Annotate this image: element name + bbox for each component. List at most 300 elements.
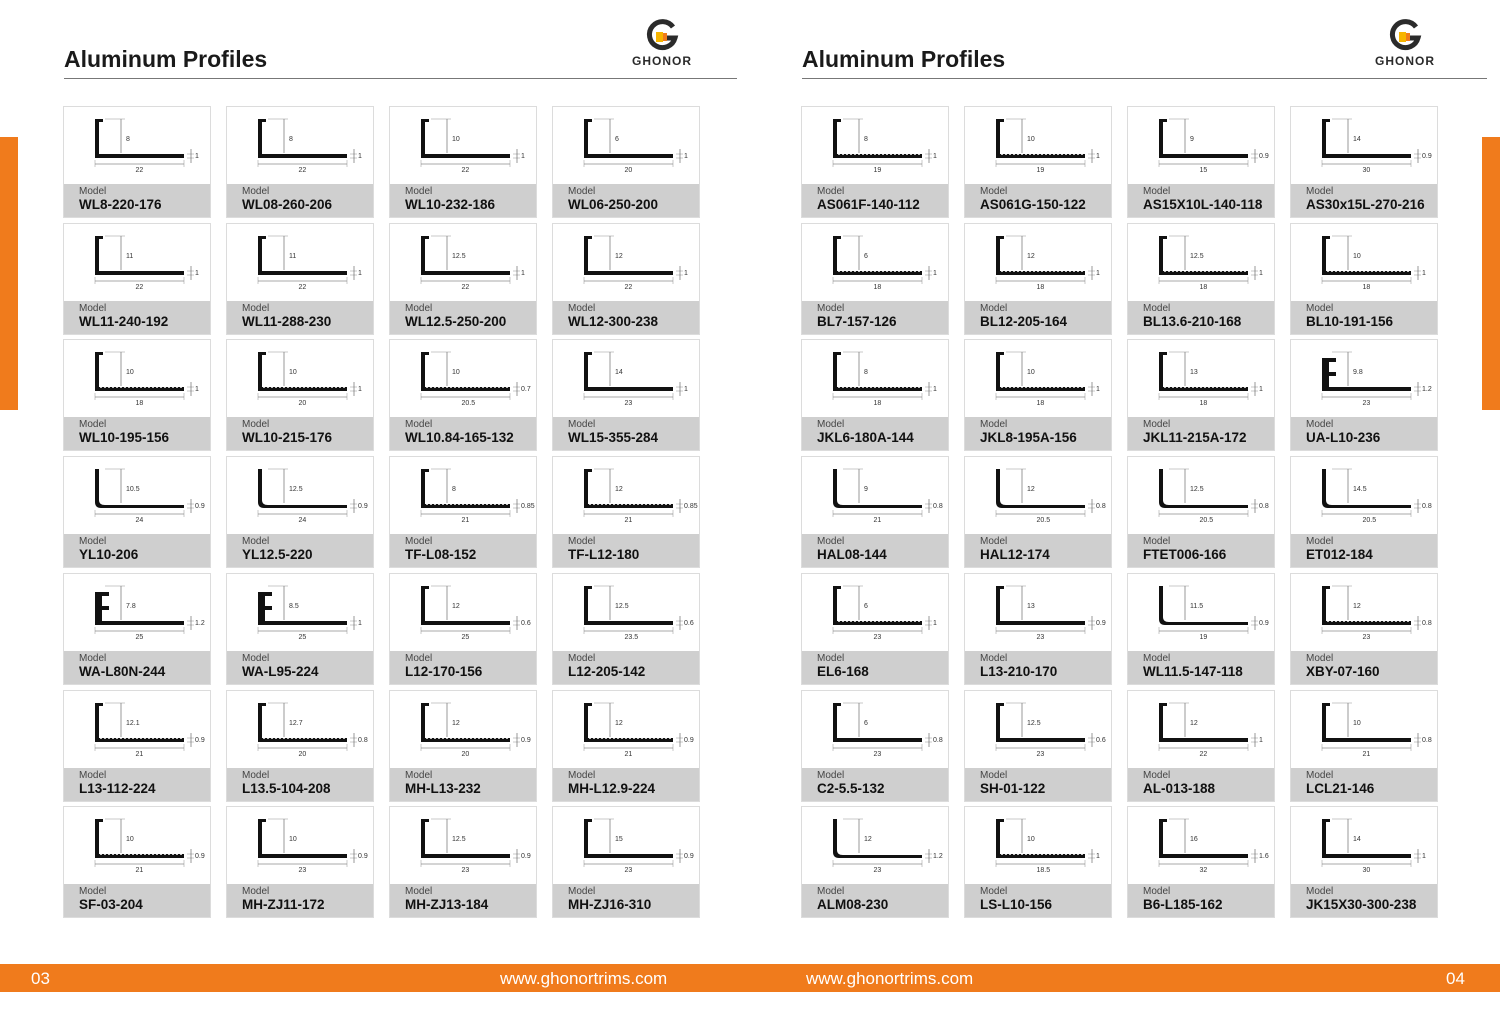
width-dimension: 18 xyxy=(1199,400,1208,408)
width-dimension: 22 xyxy=(298,167,307,174)
height-dimension: 11 xyxy=(126,252,134,260)
height-dimension: 10 xyxy=(126,369,134,377)
model-caption: Model xyxy=(1306,419,1334,431)
width-dimension: 21 xyxy=(461,517,470,525)
model-caption: Model xyxy=(405,769,433,781)
height-dimension: 6 xyxy=(864,719,868,727)
thickness-dimension: 0.9 xyxy=(358,853,368,861)
width-dimension: 22 xyxy=(461,167,470,174)
profile-drawing xyxy=(390,807,538,886)
model-caption: Model xyxy=(568,652,596,664)
model-caption: Model xyxy=(79,419,107,431)
thickness-dimension: 1.2 xyxy=(195,619,205,627)
profile-card xyxy=(801,690,949,802)
width-dimension: 18.5 xyxy=(1036,867,1051,875)
model-name: MH-L13-232 xyxy=(405,780,481,796)
width-dimension: 18 xyxy=(1036,400,1045,408)
width-dimension: 21 xyxy=(135,867,144,875)
model-name: WL15-355-284 xyxy=(568,430,659,446)
profile-drawing xyxy=(553,691,701,770)
height-dimension: 9 xyxy=(864,486,868,494)
model-caption: Model xyxy=(242,419,270,431)
model-caption: Model xyxy=(1143,536,1171,548)
page-right xyxy=(750,0,1500,1025)
model-label-band xyxy=(1128,884,1274,917)
height-dimension: 8 xyxy=(289,136,293,143)
model-caption: Model xyxy=(980,769,1008,781)
thickness-dimension: 0.9 xyxy=(684,853,694,861)
height-dimension: 10 xyxy=(1027,369,1035,377)
height-dimension: 12.1 xyxy=(126,719,140,727)
thickness-dimension: 1 xyxy=(195,153,199,160)
profile-card xyxy=(1127,223,1275,335)
model-caption: Model xyxy=(1143,186,1171,197)
profile-card xyxy=(1127,690,1275,802)
thickness-dimension: 0.9 xyxy=(1259,153,1269,160)
model-label-band xyxy=(1291,417,1437,450)
model-label-band xyxy=(965,184,1111,217)
profile-card xyxy=(1127,339,1275,451)
model-label-band xyxy=(553,417,699,450)
model-label-band xyxy=(227,884,373,917)
profile-card xyxy=(552,690,700,802)
thickness-dimension: 0.85 xyxy=(521,503,535,511)
height-dimension: 6 xyxy=(615,136,619,143)
model-name: LCL21-146 xyxy=(1306,780,1375,796)
width-dimension: 18 xyxy=(1199,283,1208,291)
height-dimension: 15 xyxy=(615,836,623,844)
model-name: TF-L08-152 xyxy=(405,547,477,563)
profile-card xyxy=(1127,806,1275,918)
model-name: MH-L12.9-224 xyxy=(568,780,656,796)
profile-drawing xyxy=(227,224,375,303)
profile-card xyxy=(1290,690,1438,802)
thickness-dimension: 1 xyxy=(1422,269,1426,277)
height-dimension: 12 xyxy=(452,719,460,727)
model-name: LS-L10-156 xyxy=(980,897,1053,913)
width-dimension: 21 xyxy=(1362,750,1371,758)
logo-text: GHONOR xyxy=(1375,54,1435,68)
thickness-dimension: 0.9 xyxy=(195,736,205,744)
logo-text: GHONOR xyxy=(632,54,692,68)
model-name: YL12.5-220 xyxy=(242,547,313,563)
model-caption: Model xyxy=(242,769,270,781)
thickness-dimension: 1 xyxy=(1096,269,1100,277)
width-dimension: 23 xyxy=(873,867,882,875)
model-label-band xyxy=(965,768,1111,801)
height-dimension: 10 xyxy=(1027,136,1035,143)
height-dimension: 12.5 xyxy=(1190,252,1204,260)
profile-card xyxy=(63,573,211,685)
height-dimension: 14 xyxy=(615,369,623,377)
profile-card xyxy=(389,456,537,568)
thickness-dimension: 1 xyxy=(1259,736,1263,744)
profile-card xyxy=(964,456,1112,568)
model-name: FTET006-166 xyxy=(1143,547,1227,563)
profile-card xyxy=(1290,806,1438,918)
model-label-band xyxy=(1128,651,1274,684)
width-dimension: 23 xyxy=(873,750,882,758)
model-caption: Model xyxy=(405,886,433,898)
profile-card xyxy=(964,573,1112,685)
width-dimension: 24 xyxy=(298,517,307,525)
model-caption: Model xyxy=(1306,652,1334,664)
thickness-dimension: 1 xyxy=(195,269,199,277)
height-dimension: 14 xyxy=(1353,836,1361,844)
thickness-dimension: 0.85 xyxy=(684,503,698,511)
width-dimension: 20 xyxy=(298,750,307,758)
height-dimension: 10 xyxy=(289,369,297,377)
model-caption: Model xyxy=(817,886,845,898)
model-name: MH-ZJ11-172 xyxy=(242,897,325,913)
profile-card xyxy=(226,106,374,218)
model-label-band xyxy=(802,534,948,567)
profile-drawing xyxy=(1128,807,1276,886)
thickness-dimension: 1 xyxy=(358,153,362,160)
profile-card xyxy=(552,223,700,335)
model-name: WL10-195-156 xyxy=(79,430,170,446)
thickness-dimension: 1 xyxy=(684,269,688,277)
model-name: MH-ZJ13-184 xyxy=(405,897,489,913)
model-label-band xyxy=(390,534,536,567)
profile-drawing xyxy=(802,107,950,186)
page-number-right: 04 xyxy=(1446,969,1465,988)
model-label-band xyxy=(390,301,536,334)
thickness-dimension: 1 xyxy=(684,386,688,394)
model-name: WL10-232-186 xyxy=(405,197,496,212)
model-caption: Model xyxy=(1306,886,1334,898)
model-name: AS15X10L-140-118 xyxy=(1143,197,1263,212)
height-dimension: 13 xyxy=(1190,369,1198,377)
model-name: EL6-168 xyxy=(817,663,869,679)
model-label-band xyxy=(553,184,699,217)
model-label-band xyxy=(965,884,1111,917)
height-dimension: 10 xyxy=(1353,719,1361,727)
model-label-band xyxy=(553,768,699,801)
model-caption: Model xyxy=(1143,302,1171,314)
height-dimension: 6 xyxy=(864,602,868,610)
model-label-band xyxy=(1291,768,1437,801)
model-caption: Model xyxy=(79,186,107,197)
thickness-dimension: 1 xyxy=(1259,269,1263,277)
height-dimension: 13 xyxy=(1027,602,1035,610)
model-caption: Model xyxy=(79,536,107,548)
thickness-dimension: 0.6 xyxy=(521,619,531,627)
width-dimension: 20 xyxy=(461,750,470,758)
height-dimension: 16 xyxy=(1190,836,1198,844)
thickness-dimension: 0.8 xyxy=(1422,736,1432,744)
model-name: YL10-206 xyxy=(79,547,139,563)
profile-card xyxy=(801,223,949,335)
ghonor-logo xyxy=(1365,18,1445,68)
thickness-dimension: 0.6 xyxy=(684,619,694,627)
profile-card xyxy=(1290,339,1438,451)
model-caption: Model xyxy=(242,536,270,548)
width-dimension: 18 xyxy=(1362,283,1371,291)
width-dimension: 22 xyxy=(624,283,633,291)
height-dimension: 12.5 xyxy=(452,252,466,260)
model-name: SH-01-122 xyxy=(980,780,1046,796)
ghonor-logo xyxy=(622,18,702,68)
model-caption: Model xyxy=(568,302,596,314)
profile-drawing xyxy=(965,107,1113,186)
thickness-dimension: 1 xyxy=(933,153,937,160)
model-caption: Model xyxy=(568,769,596,781)
profile-drawing xyxy=(1291,107,1439,186)
width-dimension: 22 xyxy=(461,283,470,291)
model-label-band xyxy=(965,651,1111,684)
model-name: AS061F-140-112 xyxy=(817,197,920,212)
profile-drawing xyxy=(390,574,538,653)
width-dimension: 25 xyxy=(298,633,307,641)
profile-card xyxy=(964,106,1112,218)
profile-card xyxy=(226,690,374,802)
model-name: AL-013-188 xyxy=(1143,780,1216,796)
profile-drawing xyxy=(965,807,1113,886)
profile-drawing xyxy=(64,574,212,653)
profile-card xyxy=(389,223,537,335)
profile-drawing xyxy=(965,574,1113,653)
width-dimension: 23 xyxy=(1036,633,1045,641)
width-dimension: 21 xyxy=(624,750,633,758)
width-dimension: 23 xyxy=(873,633,882,641)
profile-drawing xyxy=(390,691,538,770)
profile-drawing xyxy=(1128,340,1276,419)
model-label-band xyxy=(390,417,536,450)
width-dimension: 22 xyxy=(298,283,307,291)
height-dimension: 8 xyxy=(126,136,130,143)
height-dimension: 12 xyxy=(1027,486,1035,494)
title-rule xyxy=(802,78,1487,79)
thickness-dimension: 0.7 xyxy=(521,386,531,394)
width-dimension: 23 xyxy=(1036,750,1045,758)
profile-drawing xyxy=(965,340,1113,419)
thickness-dimension: 1 xyxy=(521,153,525,160)
profile-card xyxy=(1127,106,1275,218)
height-dimension: 12 xyxy=(1027,252,1035,260)
profile-card xyxy=(801,339,949,451)
profile-drawing xyxy=(390,340,538,419)
profile-card xyxy=(226,806,374,918)
profile-card xyxy=(63,806,211,918)
height-dimension: 9.8 xyxy=(1353,369,1363,377)
profile-drawing xyxy=(802,224,950,303)
width-dimension: 20 xyxy=(298,400,307,408)
model-name: L13-210-170 xyxy=(980,663,1058,679)
profile-drawing xyxy=(553,224,701,303)
model-caption: Model xyxy=(1306,302,1334,314)
profile-drawing xyxy=(390,107,538,186)
width-dimension: 23 xyxy=(624,867,633,875)
profile-card xyxy=(801,106,949,218)
height-dimension: 8.5 xyxy=(289,602,299,610)
model-name: WL12.5-250-200 xyxy=(405,313,507,329)
model-caption: Model xyxy=(242,652,270,664)
width-dimension: 15 xyxy=(1199,167,1208,174)
model-caption: Model xyxy=(568,536,596,548)
model-caption: Model xyxy=(405,536,433,548)
profile-card xyxy=(801,573,949,685)
model-caption: Model xyxy=(817,302,845,314)
profile-card xyxy=(552,456,700,568)
model-name: WL11.5-147-118 xyxy=(1143,663,1243,679)
model-name: AS30x15L-270-216 xyxy=(1306,197,1425,212)
profile-drawing xyxy=(1128,574,1276,653)
profile-card xyxy=(552,806,700,918)
model-label-band xyxy=(1128,184,1274,217)
thickness-dimension: 0.8 xyxy=(933,736,943,744)
model-caption: Model xyxy=(817,419,845,431)
height-dimension: 11.5 xyxy=(1190,602,1204,610)
model-name: L12-205-142 xyxy=(568,663,646,679)
model-label-band xyxy=(1291,184,1437,217)
model-label-band xyxy=(64,534,210,567)
thickness-dimension: 1 xyxy=(195,386,199,394)
height-dimension: 12.5 xyxy=(1190,486,1204,494)
profile-drawing xyxy=(1291,340,1439,419)
width-dimension: 18 xyxy=(873,400,882,408)
model-label-band xyxy=(1291,884,1437,917)
footer-bar xyxy=(0,964,1500,992)
profile-card xyxy=(226,456,374,568)
profile-card xyxy=(389,339,537,451)
model-label-band xyxy=(227,651,373,684)
height-dimension: 12.5 xyxy=(289,486,303,494)
model-label-band xyxy=(227,534,373,567)
model-caption: Model xyxy=(405,419,433,431)
height-dimension: 10 xyxy=(289,836,297,844)
model-label-band xyxy=(553,884,699,917)
model-label-band xyxy=(390,884,536,917)
height-dimension: 10 xyxy=(452,136,460,143)
model-name: ALM08-230 xyxy=(817,897,889,913)
width-dimension: 18 xyxy=(135,400,144,408)
profile-drawing xyxy=(64,224,212,303)
page-title: Aluminum Profiles xyxy=(64,46,268,72)
website-link-left[interactable]: www.ghonortrims.com xyxy=(500,969,668,988)
height-dimension: 8 xyxy=(864,136,868,143)
profile-drawing xyxy=(553,340,701,419)
model-name: TF-L12-180 xyxy=(568,547,640,563)
model-label-band xyxy=(1291,534,1437,567)
width-dimension: 30 xyxy=(1362,867,1371,875)
model-label-band xyxy=(802,417,948,450)
model-name: WL08-260-206 xyxy=(242,197,333,212)
thickness-dimension: 1 xyxy=(358,269,362,277)
thickness-dimension: 0.9 xyxy=(684,736,694,744)
model-caption: Model xyxy=(1143,769,1171,781)
width-dimension: 23 xyxy=(298,867,307,875)
height-dimension: 12.7 xyxy=(289,719,303,727)
model-name: C2-5.5-132 xyxy=(817,780,885,796)
profile-card xyxy=(552,339,700,451)
model-caption: Model xyxy=(1143,652,1171,664)
model-caption: Model xyxy=(1306,769,1334,781)
model-caption: Model xyxy=(568,419,596,431)
profile-drawing xyxy=(553,807,701,886)
model-caption: Model xyxy=(242,302,270,314)
thickness-dimension: 1.2 xyxy=(1422,386,1432,394)
profile-drawing xyxy=(227,807,375,886)
model-caption: Model xyxy=(980,419,1008,431)
profile-card xyxy=(389,690,537,802)
height-dimension: 12.5 xyxy=(1027,719,1041,727)
profile-drawing xyxy=(1128,457,1276,536)
model-caption: Model xyxy=(1143,419,1171,431)
model-caption: Model xyxy=(980,536,1008,548)
width-dimension: 19 xyxy=(873,167,882,174)
model-caption: Model xyxy=(980,652,1008,664)
model-name: BL10-191-156 xyxy=(1306,313,1394,329)
model-label-band xyxy=(390,184,536,217)
width-dimension: 23 xyxy=(1362,400,1371,408)
model-label-band xyxy=(64,184,210,217)
website-link-right[interactable]: www.ghonortrims.com xyxy=(806,969,974,988)
profile-card xyxy=(801,456,949,568)
profile-card xyxy=(1127,573,1275,685)
profile-card xyxy=(1290,223,1438,335)
model-caption: Model xyxy=(980,302,1008,314)
profile-card xyxy=(63,690,211,802)
profile-card xyxy=(1290,456,1438,568)
height-dimension: 10 xyxy=(126,836,134,844)
model-label-band xyxy=(1291,651,1437,684)
thickness-dimension: 0.8 xyxy=(1259,503,1269,511)
profile-drawing xyxy=(64,457,212,536)
thickness-dimension: 1 xyxy=(521,269,525,277)
model-caption: Model xyxy=(405,652,433,664)
model-caption: Model xyxy=(79,769,107,781)
height-dimension: 12 xyxy=(615,719,623,727)
width-dimension: 20 xyxy=(624,167,633,174)
model-label-band xyxy=(64,884,210,917)
model-name: L12-170-156 xyxy=(405,663,483,679)
model-name: BL12-205-164 xyxy=(980,313,1068,329)
profile-drawing xyxy=(227,107,375,186)
profile-drawing xyxy=(553,457,701,536)
profile-drawing xyxy=(1128,224,1276,303)
page-number-left: 03 xyxy=(31,969,50,988)
profile-drawing xyxy=(1291,457,1439,536)
model-caption: Model xyxy=(980,186,1008,197)
model-name: HAL12-174 xyxy=(980,547,1050,563)
width-dimension: 20.5 xyxy=(461,400,476,408)
model-caption: Model xyxy=(1306,536,1334,548)
profile-card xyxy=(63,456,211,568)
model-label-band xyxy=(1128,417,1274,450)
height-dimension: 10 xyxy=(452,369,460,377)
width-dimension: 20.5 xyxy=(1362,517,1377,525)
height-dimension: 14 xyxy=(1353,136,1361,143)
model-label-band xyxy=(802,768,948,801)
height-dimension: 9 xyxy=(1190,136,1194,143)
profile-drawing xyxy=(64,691,212,770)
width-dimension: 20.5 xyxy=(1036,517,1051,525)
thickness-dimension: 0.9 xyxy=(358,503,368,511)
height-dimension: 10 xyxy=(1027,836,1035,844)
model-name: MH-ZJ16-310 xyxy=(568,897,652,913)
width-dimension: 23 xyxy=(624,400,633,408)
profile-drawing xyxy=(390,224,538,303)
page-title: Aluminum Profiles xyxy=(802,46,1006,72)
model-label-band xyxy=(227,417,373,450)
model-name: XBY-07-160 xyxy=(1306,663,1380,679)
thickness-dimension: 0.9 xyxy=(521,853,531,861)
model-name: JKL6-180A-144 xyxy=(817,430,914,446)
profile-drawing xyxy=(802,574,950,653)
width-dimension: 19 xyxy=(1036,167,1045,174)
profile-card xyxy=(226,223,374,335)
